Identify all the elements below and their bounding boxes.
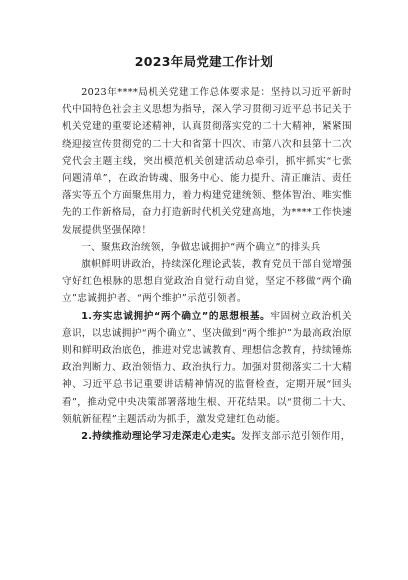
item-lead: 2.持续推动理论学习走深走心走实。 [81, 431, 242, 443]
intro-paragraph: 2023年****局机关党建工作总体要求是：坚持以习近平新时代中国特色社会主义思想为指导，深入学习贯彻习近平总书记关于机关党建的重要论述精神，认真贯彻落实党的二十大精神，紧紧围绕迎接宣传贯彻党的二十大和省第十四次、市第八次和县第十二次党代会主题主线，突出模范机关创建活动总牵引，抓牢抓实“七张问题清单”，在政治铸魂、服务中心、能力提升、清正廉洁、责任落实等五个方面聚焦用力，着力构建党建统领、整体智治、唯实惟先的工作新格局，奋力打造新时代机关党建高地，为****工作快速发展提供坚强保障！ [62, 87, 352, 236]
item-text: 发挥支部示范引领作用， [241, 431, 351, 443]
body-paragraph: 旗帜鲜明讲政治，持续深化理论武装，教育党员干部自觉增强守好红色根脉的思想自觉政治自觉行动自觉，坚定不移做“两个确立”忠诚拥护者、“两个维护”示范引领者。 [62, 259, 352, 305]
item-text: 牢固树立政治机关意识，以忠诚拥护“两个确立”、坚决做到“两个维护”为最高政治原则和鲜明政治底色，推进对党忠诚教育、理想信念教育，持续锤炼政治判断力、政治领悟力、政治执行力。加强对贯彻落实二十大精神、习近平总书记重要讲话精神情况的监督检查，定期开展“回头看”，推动党中央决策部署落地生根、开花结果。以“贯彻二十大、领航新征程”主题活动为抓手，激发党建红色动能。 [62, 310, 352, 425]
document-title: 2023年局党建工作计划 [134, 54, 274, 69]
item-paragraph-2 [62, 428, 352, 445]
section-heading: 一、聚焦政治统领，争做忠诚拥护“两个确立”的排头兵 [81, 241, 321, 253]
item-paragraph-1 [62, 308, 352, 428]
item-lead: 1.夯实忠诚拥护“两个确立”的思想根基。 [81, 310, 271, 322]
document-body [62, 84, 352, 445]
